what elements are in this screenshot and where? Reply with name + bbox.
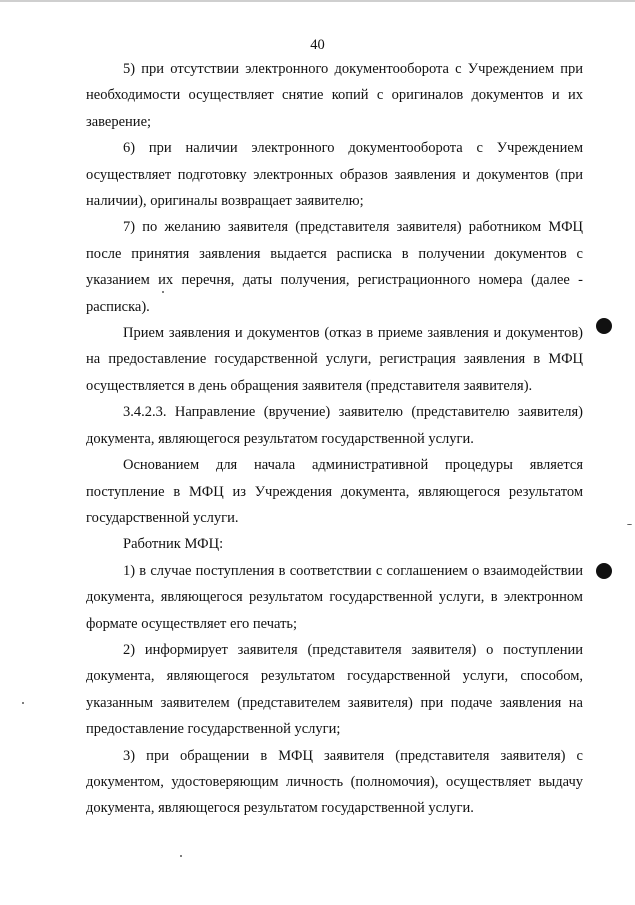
paragraph-basis: Основанием для начала административной процедуры является поступление в МФЦ из Учреждения документа, являющегося результатом государственной услуги. — [86, 457, 583, 526]
paragraph-item-5: 5) при отсутствии электронного документооборота с Учреждением при необходимости осуществляет снятие копий с оригиналов документов и их заверение; — [86, 61, 583, 130]
paragraph-item-7: 7) по желанию заявителя (представителя заявителя) работником МФЦ после принятия заявления выдается расписка в получении документов с указанием их перечня, даты получения, регистрационного номера (далее - расписка). — [86, 219, 583, 315]
scan-top-edge — [0, 0, 635, 2]
paragraph-mfc-worker: Работник МФЦ: — [123, 536, 224, 553]
paragraph-worker-item-3: 3) при обращении в МФЦ заявителя (представителя заявителя) с документом, удостоверяющим личность (полномочия), осуществляет выдачу документа, являющегося результатом государственной услуги. — [86, 747, 583, 817]
scan-speck — [180, 855, 182, 857]
scan-speck — [162, 291, 164, 293]
paragraph-item-6: 6) при наличии электронного документооборота с Учреждением осуществляет подготовку электронных образов заявления и документов (при наличии), оригиналы возвращает заявителю; — [86, 140, 583, 210]
page-number: 40 — [310, 37, 325, 53]
scan-speck — [22, 702, 24, 704]
paragraph-reception: Прием заявления и документов (отказ в приеме заявления и документов) на предоставление государственной услуги, регистрация заявления в МФЦ осуществляется в день обращения заявителя (представителя заявителя). — [86, 325, 583, 394]
paragraph-worker-item-2: 2) информирует заявителя (представителя заявителя) о поступлении документа, являющегося результатом государственной услуги, способом, указанным заявителем (представителем заявителя) при подаче заявления на предоставление государственной услуги; — [86, 641, 583, 738]
scan-speck — [627, 524, 632, 525]
section-heading-3-4-2-3: 3.4.2.3. Направление (вручение) заявителю (представителю заявителя) документа, являющегося результатом государственной услуги. — [86, 404, 583, 447]
punch-hole-mark — [596, 318, 612, 334]
document-body — [86, 56, 583, 822]
punch-hole-mark — [596, 563, 612, 579]
paragraph-worker-item-1: 1) в случае поступления в соответствии с соглашением о взаимодействии документа, являющегося результатом государственной услуги, в электронном формате осуществляет его печать; — [86, 562, 583, 632]
